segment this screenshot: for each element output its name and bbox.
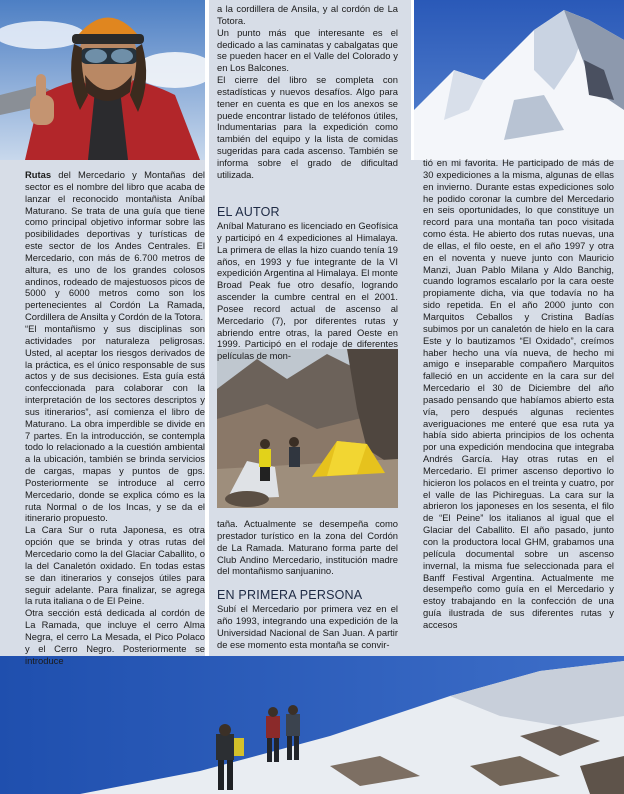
left-paragraph-1-text: del Mercedario y Montañas del sector es el nombre del libro que acaba de lanzar el reconocido montañista Aníbal Maturano. Se trata de una guía que tiene como principal objetivo informar sobre las posibilidades deportivas y turísticas de este sector de los Andes Centrales. El Mercedario, con más de 6.700 metros de altura, es uno de los grandes colosos andinos, rodeado de majestuosos picos de 5000 y 6000 metros como son los pertenecientes al Cordón La Ramada, Cordillera de Ansilta y Cordón de la Totora.: [25, 169, 205, 323]
photo-snowy-peak: [414, 0, 624, 160]
photo-climber-portrait: [0, 0, 205, 160]
left-paragraph-1: [25, 169, 205, 323]
photo-climbers-slope: [0, 656, 624, 794]
left-paragraph-3: La Cara Sur o ruta Japonesa, es otra opción que se brinda y otras rutas del Mercedario como la del Glaciar Caballito, o la del Canaletón oxidado. En todas estas se dan itinerarios y consejos útiles para seguir adelante. Para finalizar, se agrega la ruta italiana o de El Peine.: [25, 524, 205, 607]
middle-column-top: [217, 3, 398, 181]
photo-camp-tents: [217, 349, 398, 508]
lead-word: Rutas: [25, 169, 52, 180]
middle-top-text-3: El cierre del libro se completa con estadísticas y nuevos desafíos. Algo para tener en cuenta es que en los anexos se puede encontrar listado de teléfonos útiles, Indumentarias para la expedición como también del equipo y la lista de comidas sugeridas para cada ascenso. También se informa sobre el grado de dificultad utilizada.: [217, 74, 398, 180]
left-paragraph-4: Otra sección está dedicada al cordón de La Ramada, que incluye el cerro Alma Negra, el cerro La Mesada, el Pico Polaco y el Cerro Negro. Posteriormente se introduce: [25, 607, 205, 666]
left-column: [25, 169, 205, 666]
heading-en-primera-persona: EN PRIMERA PERSONA: [217, 588, 363, 602]
left-paragraph-2: “El montañismo y sus disciplinas son actividades por naturaleza peligrosas. Usted, al aceptar los riesgos derivados de la práctica, es el único responsable de sus actos y de sus decisiones. Esta guía está confeccionada para colaborar con la interpretación de los sectores descriptos y sus itinerarios”, así comienza el libro de Maturano. La obra imperdible se divide en 7 partes. En la introducción, se contempla todo lo relacionado a la cuestión ambiental a la ubicación, también se brinda servicios de cargas, mapas y puntos de gps. Posteriormente se introduce al cerro Mercedario, donde se explica cómo es la ruta Normal o de los Incas, y se da el itinerario propuesto.: [25, 322, 205, 524]
right-column: tió en mi favorita. He participado de más de 30 expediciones a la misma, algunas de ellas en invierno. Durante estas expediciones solo he podido coronar la cumbre del Mercedario en seis oportunidades, lo que constituye un record para una montaña tan poco visitada como ésta. He abierto dos rutas nuevas, una de ellas, el filo oeste, en el año 1997 y otra en el noventa y nueve junto con Mauricio Manzi, Juan Pablo Milana y Aldo Banchig, cuando logramos escalarlo por la cara oeste propiamente dicha, via que todavía no ha sido repetida. En el año 2000 junto con Marquitos Ceballos y Cristina Badías subimos por un canaletón de hielo en la cara Este y lo bautizamos “El Oxidado”, creímos haber hecho una vía nueva, de hecho mi amigo e inseparable compañero Marquitos falleció en un accidente en la cara sur del Mercedario el 30 de Diciembre del año pasado pensando que habíamos abierto esta vía, pero después algunas recientes averiguaciones me enteré que esa ruta ya había sido abierta principios de los ochenta por una expedición mendocina que integraba Andrés García. Hay otras rutas en el Mercedario. El primer ascenso deportivo lo hicieron los polacos en el treinta y cuatro, por el valle de las Pichireguas. La cara sur la abrieron los japoneses en los sesenta, el filo de “El Peine” los italianos al igual que el Glaciar del Caballito. El año pasado, junto con la productora local GHM, grabamos una película documental sobre un ascenso invernal, la misma fue seleccionada para el Banff Festival Argentina. Actualmente me desempeño como guía en el Mercedario y estoy trabajando en la confección de una guía ilustrada de sus diferentes rutas y accesos: [423, 157, 614, 630]
gutter-left: [205, 0, 209, 656]
middle-top-text-2: Un punto más que interesante es el dedicado a las caminatas y cabalgatas que se pueden hacer en el Valle del Colorado y en Los Balcones.: [217, 26, 398, 74]
middle-top-text-1: a la cordillera de Ansila, y al cordón de La Totora.: [217, 3, 398, 26]
first-person-text: Subí el Mercedario por primera vez en el año 1993, integrando una expedición de la Universidad Nacional de San Juan. A partir de ese momento esta montaña se convir-: [217, 603, 398, 650]
middle-bottom-text: taña. Actualmente se desempeña como prestador turístico en la zona del Cordón de La Ramada. Maturano forma parte del Club Andino Mercedario, institución madre del montañismo sanjuanino.: [217, 518, 398, 577]
heading-el-autor: EL AUTOR: [217, 205, 280, 219]
author-text: Aníbal Maturano es licenciado en Geofísica y participó en 4 expediciones al Himalaya. La primera de ellas la hizo cuando tenía 19 años, en 1993 y fue integrante de la VI expedición Argentina al Himalaya. El monte Broad Peak fue otro desafío, logrando ascender la cumbre central en el 2001. Posee record actual de ascenso al Mercedario (7), por diferentes rutas y abriendo entre otras, la pared Oeste en 1999. Participó en el rodaje de diferentes películas de mon-: [217, 220, 398, 362]
